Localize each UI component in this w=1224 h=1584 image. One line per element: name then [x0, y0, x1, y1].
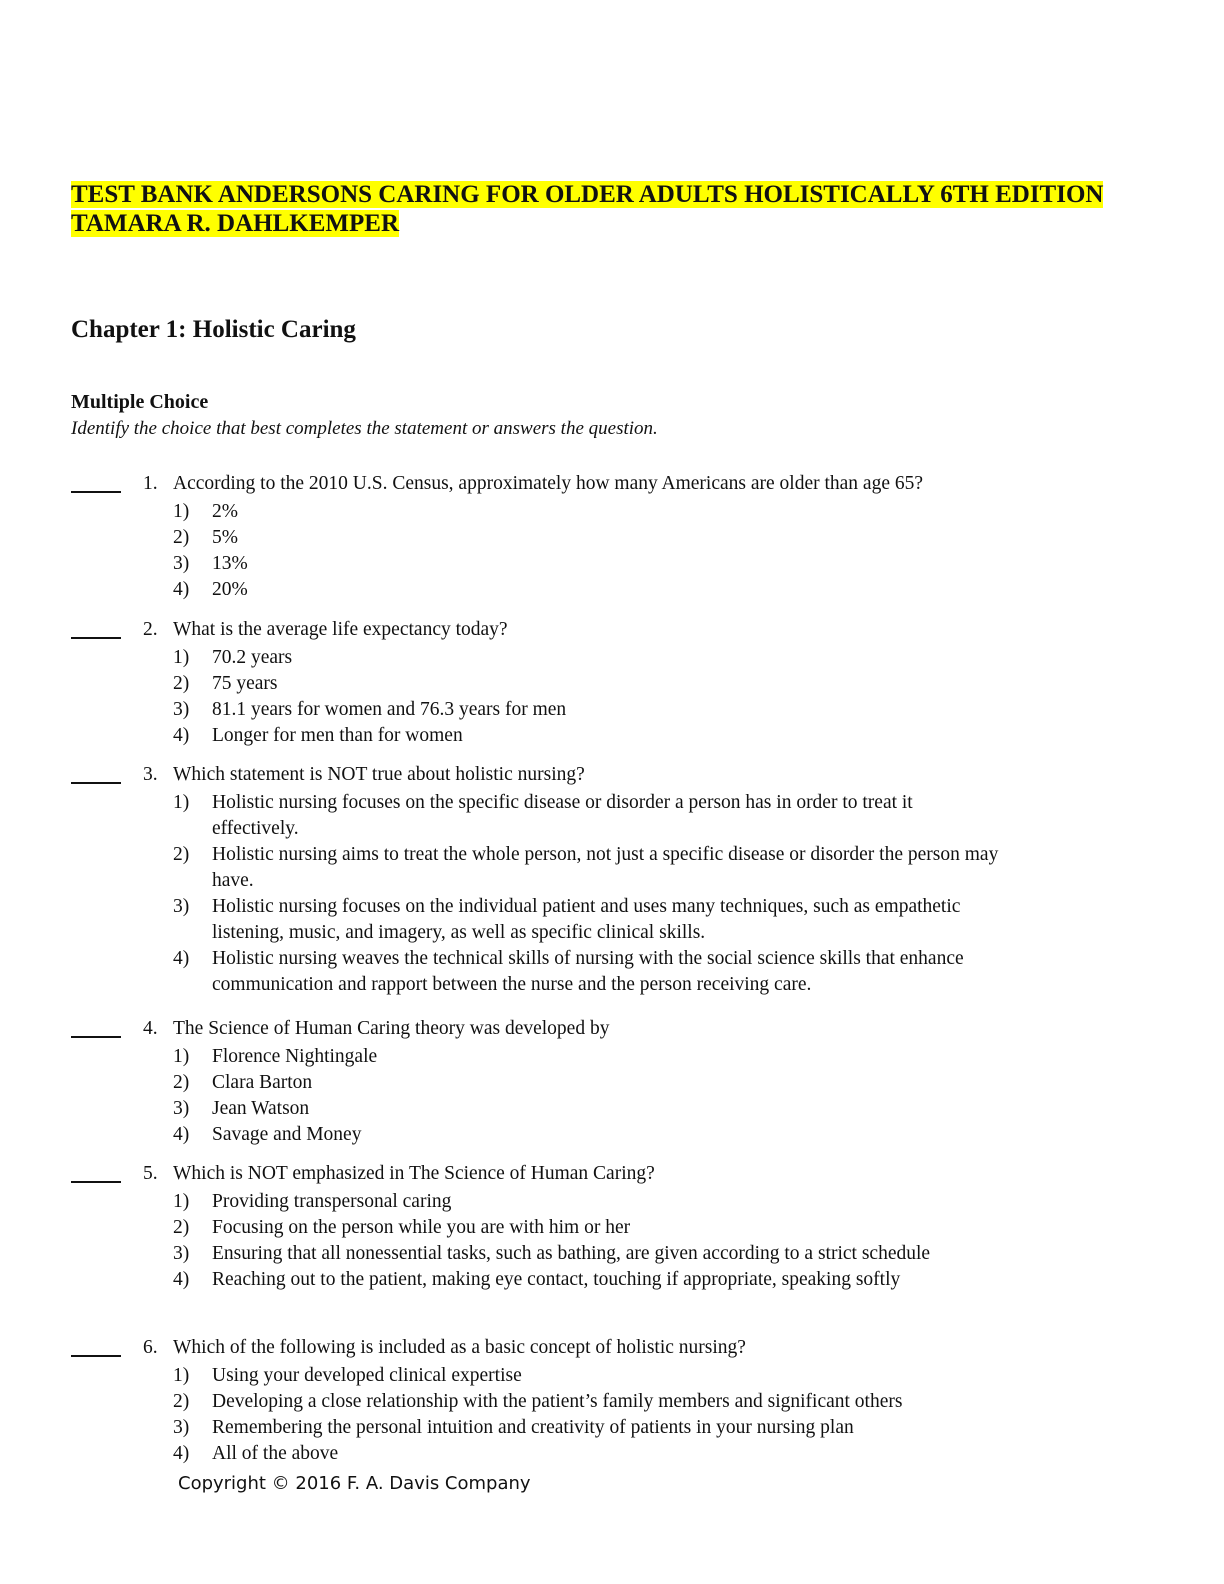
answer-option [173, 671, 1003, 697]
answer-option [173, 946, 1003, 998]
option-number: 1) [173, 1191, 190, 1212]
question-text: What is the average life expectancy today? [173, 619, 508, 640]
question-number: 5. [143, 1163, 158, 1184]
option-text: Jean Watson [212, 1098, 310, 1119]
question-text: Which statement is NOT true about holistic nursing? [173, 764, 585, 785]
option-text: 5% [212, 527, 238, 548]
answer-option [173, 1096, 1003, 1122]
answer-options [173, 499, 1003, 603]
answer-option [173, 790, 1003, 842]
answer-option [173, 1189, 1003, 1215]
answer-options [173, 1363, 1003, 1467]
option-number: 3) [173, 1417, 190, 1438]
answer-blank[interactable] [71, 637, 121, 639]
option-number: 2) [173, 1391, 190, 1412]
option-number: 1) [173, 647, 190, 668]
option-text: Holistic nursing weaves the technical skills of nursing with the social science skills that enhance communication and rapport between the nurse and the person receiving care. [212, 948, 964, 995]
option-text: 81.1 years for women and 76.3 years for men [212, 699, 567, 720]
answer-option [173, 1070, 1003, 1096]
answer-option [173, 1267, 1003, 1293]
option-text: Ensuring that all nonessential tasks, such as bathing, are given according to a strict schedule [212, 1243, 931, 1264]
option-number: 1) [173, 501, 190, 522]
question-number: 6. [143, 1337, 158, 1358]
option-text: Holistic nursing focuses on the individual patient and uses many techniques, such as empathetic listening, music, and imagery, as well as specific clinical skills. [212, 896, 961, 943]
option-number: 3) [173, 1098, 190, 1119]
question-text: Which is NOT emphasized in The Science of Human Caring? [173, 1163, 655, 1184]
document-title [71, 180, 1161, 238]
option-text: Clara Barton [212, 1072, 313, 1093]
option-number: 2) [173, 1072, 190, 1093]
option-number: 3) [173, 553, 190, 574]
option-text: Savage and Money [212, 1124, 362, 1145]
answer-option [173, 723, 1003, 749]
answer-option [173, 1441, 1003, 1467]
question-number: 1. [143, 473, 158, 494]
option-number: 4) [173, 1124, 190, 1145]
section-instructions: Identify the choice that best completes the statement or answers the question. [71, 418, 658, 439]
answer-option [173, 525, 1003, 551]
option-text: Using your developed clinical expertise [212, 1365, 522, 1386]
answer-blank[interactable] [71, 1355, 121, 1357]
question-text: Which of the following is included as a basic concept of holistic nursing? [173, 1337, 746, 1358]
chapter-heading: Chapter 1: Holistic Caring [71, 316, 356, 343]
option-text: Focusing on the person while you are with him or her [212, 1217, 631, 1238]
option-number: 2) [173, 527, 190, 548]
option-number: 4) [173, 1443, 190, 1464]
option-number: 2) [173, 1217, 190, 1238]
question-number: 3. [143, 764, 158, 785]
option-number: 2) [173, 844, 190, 865]
option-text: Remembering the personal intuition and creativity of patients in your nursing plan [212, 1417, 854, 1438]
answer-options [173, 1189, 1003, 1293]
option-text: Longer for men than for women [212, 725, 463, 746]
option-number: 2) [173, 673, 190, 694]
option-text: 13% [212, 553, 248, 574]
question-text: According to the 2010 U.S. Census, approximately how many Americans are older than age 65? [173, 473, 924, 494]
answer-options [173, 645, 1003, 749]
answer-option [173, 1241, 1003, 1267]
option-text: 2% [212, 501, 238, 522]
option-text: All of the above [212, 1443, 339, 1464]
highlighted-title-text: TEST BANK ANDERSONS CARING FOR OLDER ADULTS HOLISTICALLY 6TH EDITION TAMARA R. DAHLKEMPER [71, 181, 1104, 237]
option-number: 1) [173, 1365, 190, 1386]
option-text: Providing transpersonal caring [212, 1191, 452, 1212]
section-heading: Multiple Choice [71, 391, 209, 413]
option-text: Developing a close relationship with the patient’s family members and significant others [212, 1391, 903, 1412]
answer-blank[interactable] [71, 491, 121, 493]
answer-option [173, 1215, 1003, 1241]
answer-option [173, 1415, 1003, 1441]
option-text: 75 years [212, 673, 278, 694]
answer-options [173, 1044, 1003, 1148]
option-text: Holistic nursing aims to treat the whole person, not just a specific disease or disorder the person may have. [212, 844, 999, 891]
answer-option [173, 697, 1003, 723]
option-number: 4) [173, 948, 190, 969]
answer-option [173, 894, 1003, 946]
answer-option [173, 645, 1003, 671]
answer-blank[interactable] [71, 782, 121, 784]
answer-option [173, 577, 1003, 603]
answer-option [173, 1044, 1003, 1070]
option-text: 70.2 years [212, 647, 293, 668]
option-text: Reaching out to the patient, making eye contact, touching if appropriate, speaking softly [212, 1269, 901, 1290]
answer-option [173, 499, 1003, 525]
answer-option [173, 842, 1003, 894]
option-number: 4) [173, 725, 190, 746]
answer-option [173, 1363, 1003, 1389]
option-number: 3) [173, 699, 190, 720]
option-number: 4) [173, 579, 190, 600]
option-text: Florence Nightingale [212, 1046, 378, 1067]
option-number: 1) [173, 1046, 190, 1067]
answer-options [173, 790, 1003, 998]
answer-option [173, 1122, 1003, 1148]
answer-blank[interactable] [71, 1036, 121, 1038]
question-number: 2. [143, 619, 158, 640]
copyright-footer: Copyright © 2016 F. A. Davis Company [178, 1473, 531, 1494]
option-number: 1) [173, 792, 190, 813]
option-number: 3) [173, 1243, 190, 1264]
option-number: 4) [173, 1269, 190, 1290]
answer-option [173, 1389, 1003, 1415]
answer-blank[interactable] [71, 1181, 121, 1183]
question-text: The Science of Human Caring theory was developed by [173, 1018, 610, 1039]
option-text: Holistic nursing focuses on the specific disease or disorder a person has in order to treat it effectively. [212, 792, 913, 839]
answer-option [173, 551, 1003, 577]
option-text: 20% [212, 579, 248, 600]
option-number: 3) [173, 896, 190, 917]
question-number: 4. [143, 1018, 158, 1039]
